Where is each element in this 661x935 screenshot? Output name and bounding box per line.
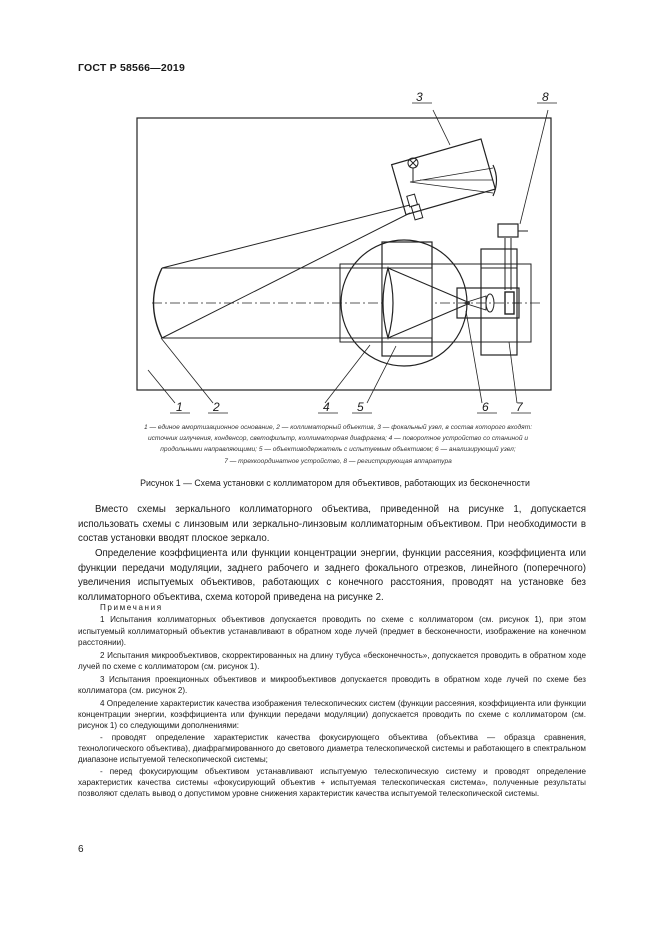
- note-item: - перед фокусирующим объективом устанавливают испытуемую телескопическую систему и проводят определение характеристик качества системы «фокусирующий объектив + испытуемая телескопическая система», полученные результаты позволяют сделать вывод о допустимом уровне снижения характеристик качества испытуемой телескопической системы.: [78, 766, 586, 799]
- legend-line: 1 — единое амортизационное основание, 2 — коллиматорный объектив, 3 — фокальный узел, в состав которого входят:: [143, 424, 533, 431]
- paragraph: Определение коэффициента или функции концентрации энергии, функции рассеяния, коэффициента или функции передачи модуляции, заднего рабочего и заднего фокального отрезков, линейного (поперечного) увеличения испытуемых объективов, работающих с конечного расстояния, проводят на установке без коллиматорного объектива, схема которой приведена на рисунке 2.: [78, 548, 586, 603]
- legend-line: источник излучения, конденсор, светофильтр, коллиматорная диафрагма; 4 — поворотное устройство со станиной и: [147, 435, 529, 443]
- note-item: 4 Определение характеристик качества изображения телескопических систем (функции рассеяния, коэффициента или функции концентрации энергии, коэффициента или функции передачи модуляции) допускается проводить по схеме с коллиматором (см. рисунок 1) со следующими дополнениями:: [78, 698, 586, 731]
- legend-line: 7 — трехкоординатное устройство, 8 — регистрирующая аппаратура: [224, 457, 452, 465]
- label-6: 6: [482, 400, 489, 414]
- figure-legend: [88, 422, 588, 467]
- label-7: 7: [516, 400, 523, 414]
- legend-line: продольными направляющими; 5 — объективодержатель с испытуемым объективом; 6 — анализирующий узел;: [160, 446, 516, 454]
- note-item: 2 Испытания микрообъективов, скорректированных на длину тубуса «бесконечность», допускается проводить в обратном ходе лучей по схеме с коллиматором (см. рисунок 1).: [78, 650, 586, 671]
- notes-title: Примечания: [100, 603, 163, 612]
- focal-unit: [392, 139, 496, 215]
- note-item: 1 Испытания коллиматорных объективов допускается проводить по схеме с коллиматором (см. рисунок 1), при этом испытуемый коллиматорный объектив устанавливают в обратном ходе лучей (предмет в бесконечности, изображение на конечном расстоянии).: [78, 615, 586, 647]
- paragraph: Вместо схемы зеркального коллиматорного объектива, приведенной на рисунке 1, допускается использовать схемы с линзовым или зеркально-линзовым коллиматорным объективом. При необходимости в состав установки вводят плоское зеркало.: [78, 504, 586, 545]
- label-4: 4: [323, 400, 330, 414]
- document-header: ГОСТ Р 58566—2019: [78, 62, 186, 74]
- base-plate: [137, 118, 551, 390]
- note-item: - проводят определение характеристик качества фокусирующего объектива (объектива — образца сравнения, технологического объектива), диафрагмированного до светового диаметра телескопической системы и работающего в спектральном диапазоне испытуемой телескопической системы;: [78, 732, 586, 765]
- page-number: 6: [78, 844, 84, 855]
- label-2: 2: [213, 400, 220, 414]
- label-1: 1: [176, 400, 183, 414]
- note-item: 3 Испытания проекционных объективов и микрообъективов допускается проводить в обратном ходе лучей по схеме без коллиматора (см. рисунок 2).: [78, 674, 586, 696]
- label-3: 3: [416, 90, 423, 104]
- label-5: 5: [357, 400, 364, 414]
- recording-apparatus: [498, 224, 518, 237]
- notes-section: [78, 602, 586, 800]
- figure-caption: Рисунок 1 — Схема установки с коллиматором для объективов, работающих из бесконечности: [140, 478, 530, 488]
- body-paragraph-1: [78, 503, 586, 547]
- label-8: 8: [542, 90, 549, 104]
- body-paragraph-2: [78, 547, 586, 605]
- figure-1-diagram: [0, 0, 661, 420]
